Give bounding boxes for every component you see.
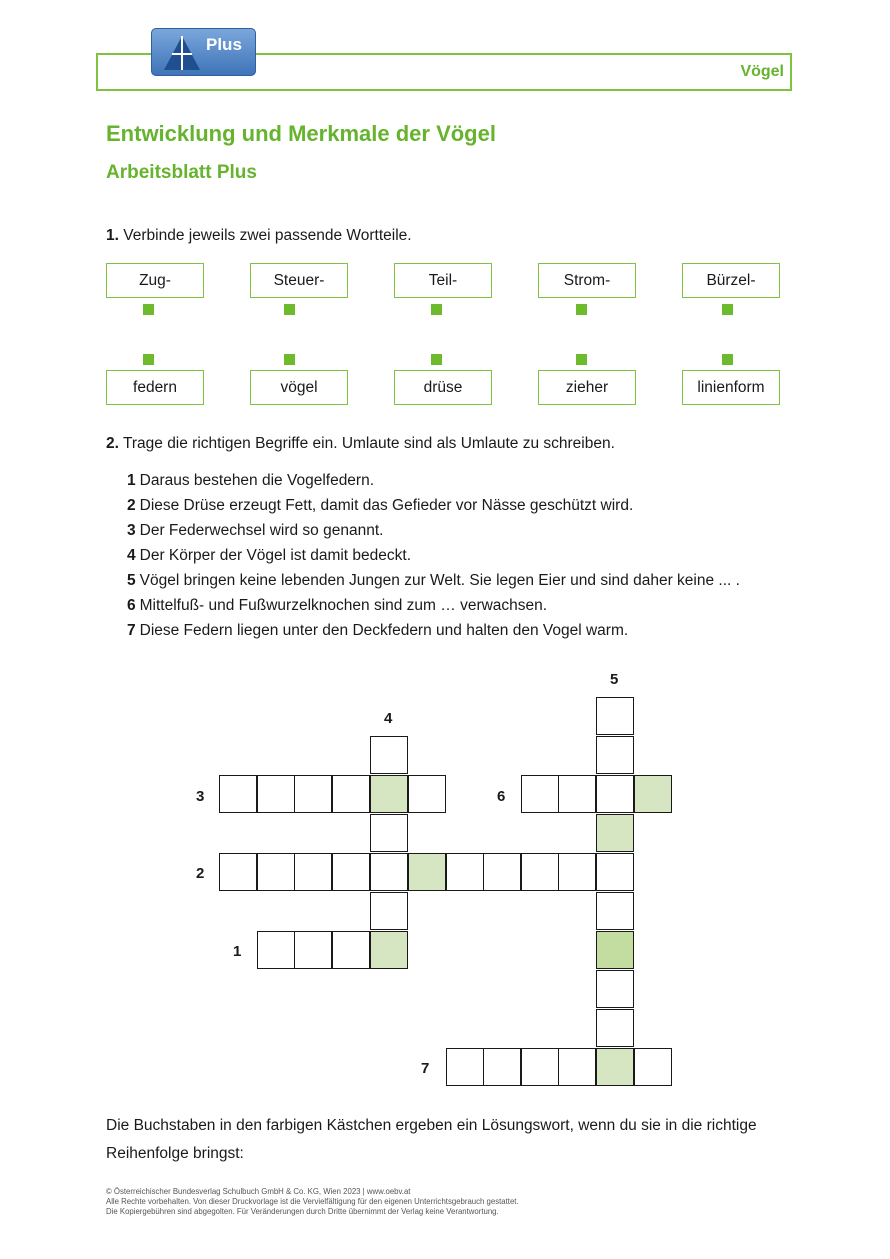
clue-4: 4 Der Körper der Vögel ist damit bedeckt. — [127, 547, 412, 564]
clue-5: 5 Vögel bringen keine lebenden Jungen zur Welt. Sie legen Eier und sind daher keine ... . — [127, 572, 740, 589]
task2-number: 2. — [106, 435, 119, 452]
crossword-cell[interactable] — [596, 736, 634, 774]
topic-label: Vögel — [740, 63, 784, 80]
clue-7: 7 Diese Federn liegen unter den Deckfedern und halten den Vogel warm. — [127, 622, 629, 639]
crossword-cell[interactable] — [596, 892, 634, 930]
task1-instruction — [106, 227, 412, 245]
word-top-3[interactable]: Teil- — [394, 263, 492, 298]
crossword-cell[interactable] — [483, 1048, 521, 1086]
crossword-cell[interactable] — [521, 853, 559, 891]
footer-copyright: © Österreichischer Bundesverlag Schulbuch GmbH & Co. KG, Wien 2023 | www.oebv.at — [106, 1187, 411, 1196]
crossword-cell-highlighted[interactable] — [596, 814, 634, 852]
clue-2: 2 Diese Drüse erzeugt Fett, damit das Gefieder vor Nässe geschützt wird. — [127, 497, 634, 514]
crossword-cell-highlighted[interactable] — [634, 775, 672, 813]
word-top-5[interactable]: Bürzel- — [682, 263, 780, 298]
crossword-number-1: 1 — [233, 943, 242, 960]
connector-dot-bottom-3[interactable] — [431, 354, 442, 365]
connector-dot-top-2[interactable] — [284, 304, 295, 315]
crossword-cell[interactable] — [257, 853, 295, 891]
crossword-cell[interactable] — [521, 775, 559, 813]
crossword-cell[interactable] — [332, 853, 370, 891]
crossword-cell[interactable] — [596, 853, 634, 891]
crossword-number-4: 4 — [384, 710, 393, 727]
task1-number: 1. — [106, 227, 119, 244]
crossword-cell-highlighted[interactable] — [408, 853, 446, 891]
word-bottom-4[interactable]: zieher — [538, 370, 636, 405]
crossword-cell[interactable] — [596, 775, 634, 813]
crossword-cell[interactable] — [634, 1048, 672, 1086]
crossword-cell[interactable] — [257, 775, 295, 813]
connector-dot-bottom-4[interactable] — [576, 354, 587, 365]
crossword-cell[interactable] — [332, 775, 370, 813]
crossword-cell[interactable] — [446, 1048, 484, 1086]
connector-dot-bottom-2[interactable] — [284, 354, 295, 365]
word-bottom-1[interactable]: federn — [106, 370, 204, 405]
logo-text: Plus — [206, 35, 242, 54]
page-title: Entwicklung und Merkmale der Vögel — [106, 121, 496, 146]
footer — [106, 1187, 519, 1217]
clue-6: 6 Mittelfuß- und Fußwurzelknochen sind zum … verwachsen. — [127, 597, 548, 614]
page-subtitle: Arbeitsblatt Plus — [106, 162, 257, 183]
crossword-cell[interactable] — [370, 814, 408, 852]
connector-dot-top-1[interactable] — [143, 304, 154, 315]
connector-dot-top-4[interactable] — [576, 304, 587, 315]
crossword-number-7: 7 — [421, 1060, 430, 1077]
connector-dot-bottom-1[interactable] — [143, 354, 154, 365]
triangle-logo-icon — [162, 34, 202, 72]
crossword-cell[interactable] — [219, 853, 257, 891]
connector-dot-top-3[interactable] — [431, 304, 442, 315]
crossword-cell-highlighted[interactable] — [596, 1048, 634, 1086]
crossword-cell[interactable] — [408, 775, 446, 813]
crossword-cell[interactable] — [558, 853, 596, 891]
crossword-cell[interactable] — [558, 1048, 596, 1086]
clue-3: 3 Der Federwechsel wird so genannt. — [127, 522, 384, 539]
crossword-cell[interactable] — [483, 853, 521, 891]
task1-text: Verbinde jeweils zwei passende Wortteile. — [123, 227, 412, 244]
crossword-cell[interactable] — [558, 775, 596, 813]
publisher-logo — [151, 28, 256, 76]
crossword-cell[interactable] — [521, 1048, 559, 1086]
word-top-1[interactable]: Zug- — [106, 263, 204, 298]
footer-fees: Die Kopiergebühren sind abgegolten. Für Veränderungen durch Dritte übernimmt der Verlag keine Verantwortung. — [106, 1207, 499, 1216]
word-bottom-5[interactable]: linienform — [682, 370, 780, 405]
word-top-2[interactable]: Steuer- — [250, 263, 348, 298]
crossword-cell[interactable] — [219, 775, 257, 813]
crossword-number-6: 6 — [497, 788, 506, 805]
crossword-cell[interactable] — [596, 970, 634, 1008]
footer-rights: Alle Rechte vorbehalten. Von dieser Druckvorlage ist die Vervielfältigung für den eigenen Unterrichtsgebrauch gestattet. — [106, 1197, 519, 1206]
word-top-4[interactable]: Strom- — [538, 263, 636, 298]
crossword-cell-highlighted[interactable] — [370, 931, 408, 969]
solution-instruction: Die Buchstaben in den farbigen Kästchen ergeben ein Lösungswort, wenn du sie in die richtige Reihenfolge bringst: — [106, 1117, 757, 1162]
connector-dot-top-5[interactable] — [722, 304, 733, 315]
crossword-cell[interactable] — [370, 892, 408, 930]
task2-text: Trage die richtigen Begriffe ein. Umlaute sind als Umlaute zu schreiben. — [122, 435, 615, 452]
crossword-cell[interactable] — [294, 931, 332, 969]
crossword-cell[interactable] — [370, 853, 408, 891]
crossword-cell[interactable] — [257, 931, 295, 969]
word-bottom-2[interactable]: vögel — [250, 370, 348, 405]
clue-1: 1 Daraus bestehen die Vogelfedern. — [127, 472, 375, 489]
word-bottom-3[interactable]: drüse — [394, 370, 492, 405]
crossword-number-5: 5 — [610, 671, 619, 688]
crossword-cell[interactable] — [332, 931, 370, 969]
connector-dot-bottom-5[interactable] — [722, 354, 733, 365]
crossword-cell[interactable] — [596, 1009, 634, 1047]
crossword-cell-highlighted[interactable] — [596, 931, 634, 969]
task2-instruction — [106, 435, 615, 453]
crossword-cell[interactable] — [294, 853, 332, 891]
crossword-number-3: 3 — [196, 788, 205, 805]
crossword-cell-highlighted[interactable] — [370, 775, 408, 813]
crossword-cell[interactable] — [370, 736, 408, 774]
crossword-cell[interactable] — [446, 853, 484, 891]
crossword-number-2: 2 — [196, 865, 205, 882]
crossword-cell[interactable] — [294, 775, 332, 813]
crossword-cell[interactable] — [596, 697, 634, 735]
